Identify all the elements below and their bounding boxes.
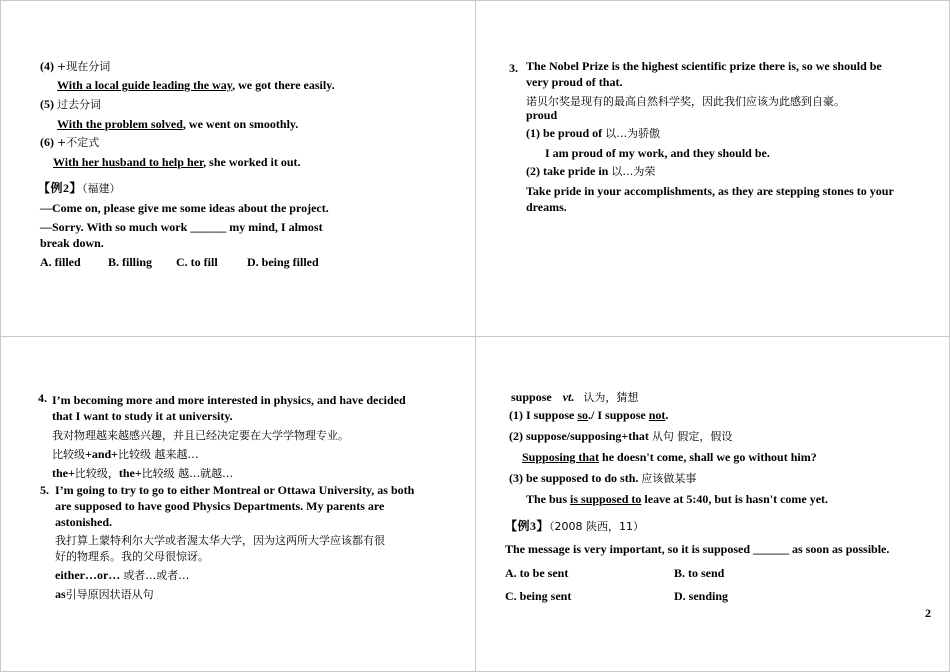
sentence-rest: leave at 5:40, but is hasn't come yet. bbox=[641, 492, 829, 506]
vocabulary-heading bbox=[511, 390, 638, 405]
underlined-phrase: With the problem solved bbox=[57, 117, 183, 131]
usage-phrase: (2) take pride in bbox=[526, 164, 612, 178]
example-source: （2008 陕西，11） bbox=[549, 520, 645, 533]
answer-options-row-2 bbox=[505, 589, 925, 604]
note-en: +and+ bbox=[85, 447, 119, 461]
option-c: C. being sent bbox=[505, 589, 572, 603]
option-c: C. to fill bbox=[176, 255, 218, 269]
sentence-line-2: very proud of that. bbox=[526, 75, 623, 89]
usage-text: ./ I suppose bbox=[588, 408, 649, 422]
item-number: (4) bbox=[40, 59, 54, 73]
item-number-4: 4. bbox=[38, 391, 47, 405]
word-meaning: 认为，猜想 bbox=[583, 391, 639, 404]
usage-1 bbox=[526, 126, 660, 141]
part-of-speech: vt. bbox=[562, 390, 575, 404]
usage-meaning: 应该做某事 bbox=[641, 472, 697, 485]
usage-1 bbox=[509, 408, 668, 423]
note-cn: 比较级， bbox=[74, 467, 119, 480]
sentence-5-translation-line-2: 好的物理系。我的父母很惊讶。 bbox=[55, 550, 209, 563]
underlined-phrase: With her husband to help her bbox=[53, 155, 204, 169]
sentence-5-translation-line-1: 我打算上蒙特利尔大学或者渥太华大学，因为这两所大学应该都有很 bbox=[55, 534, 385, 547]
underlined-phrase: With a local guide leading the way bbox=[57, 78, 233, 92]
note-either-or bbox=[55, 568, 189, 583]
usage-2-example-line-2: dreams. bbox=[526, 200, 567, 214]
option-a: A. to be sent bbox=[505, 566, 569, 580]
slide-panel-sentences-4-5 bbox=[0, 336, 476, 672]
sentence-rest: , we got there easily. bbox=[232, 78, 335, 92]
sentence-4-translation: 我对物理越来越感兴趣，并且已经决定要在大学学物理专业。 bbox=[52, 429, 349, 442]
sentence-5-line-3: astonished. bbox=[55, 515, 113, 529]
underlined-word: not bbox=[648, 408, 666, 422]
item-6-example bbox=[53, 155, 301, 170]
note-cn: 比较级 越…就越… bbox=[141, 467, 234, 480]
sentence-5-line-1: I’m going to try to go to either Montreal or Ottawa University, as both bbox=[55, 483, 415, 497]
question-line: The message is very important, so it is supposed ______ as soon as possible. bbox=[505, 542, 890, 556]
item-4-heading bbox=[40, 59, 110, 74]
page-number: 2 bbox=[925, 606, 931, 620]
answer-options-row-1 bbox=[505, 566, 925, 581]
question-line-2: —Sorry. With so much work ______ my mind, I almost bbox=[40, 220, 323, 234]
note-as-clause bbox=[55, 587, 154, 602]
usage-2 bbox=[509, 429, 732, 444]
item-6-heading bbox=[40, 135, 99, 150]
usage-phrase: (2) suppose/supposing+that bbox=[509, 429, 652, 443]
sentence-rest: , she worked it out. bbox=[203, 155, 301, 169]
example-tag: 【例2】 bbox=[38, 181, 83, 195]
question-line-1: —Come on, please give me some ideas about the project. bbox=[40, 201, 329, 215]
item-5-example bbox=[57, 117, 298, 132]
example-3-heading bbox=[505, 519, 644, 534]
sentence-4-line-2: that I want to study it at university. bbox=[52, 409, 233, 423]
usage-2-example-line-1: Take pride in your accomplishments, as they are stepping stones to your bbox=[526, 184, 894, 198]
item-4-example bbox=[57, 78, 335, 93]
item-label: +不定式 bbox=[57, 136, 100, 149]
example-tag: 【例3】 bbox=[505, 519, 550, 533]
note-cn: 比较级 bbox=[52, 448, 85, 461]
chinese-translation: 诺贝尔奖是现有的最高自然科学奖，因此我们应该为此感到自豪。 bbox=[526, 95, 845, 108]
note-en: as bbox=[55, 587, 66, 601]
slide-panel-with-structure bbox=[0, 0, 476, 337]
sentence-4-line-1: I’m becoming more and more interested in physics, and have decided bbox=[52, 393, 406, 407]
option-b: B. to send bbox=[674, 566, 725, 580]
note-cn: 比较级 越来越… bbox=[118, 448, 199, 461]
underlined-phrase: Supposing that bbox=[522, 450, 600, 464]
underlined-word: so bbox=[577, 408, 589, 422]
item-number: 3. bbox=[509, 61, 518, 75]
usage-1-example: I am proud of my work, and they should be. bbox=[545, 146, 770, 160]
usage-2 bbox=[526, 164, 655, 179]
underlined-phrase: is supposed to bbox=[570, 492, 642, 506]
item-5-heading bbox=[40, 97, 101, 112]
note-the-comparative bbox=[52, 466, 233, 481]
usage-text: (1) I suppose bbox=[509, 408, 578, 422]
usage-meaning: 以…为荣 bbox=[611, 165, 656, 178]
sentence-5-line-2: are supposed to have good Physics Departments. My parents are bbox=[55, 499, 385, 513]
question-line-3: break down. bbox=[40, 236, 104, 250]
usage-3 bbox=[509, 471, 696, 486]
note-en: either…or… bbox=[55, 568, 124, 582]
usage-meaning: 从句 假定，假设 bbox=[651, 430, 733, 443]
note-cn: 引导原因状语从句 bbox=[65, 588, 154, 601]
item-label: 过去分词 bbox=[57, 98, 101, 111]
option-b: B. filling bbox=[108, 255, 153, 269]
usage-phrase: (3) be supposed to do sth. bbox=[509, 471, 642, 485]
note-en: the+ bbox=[52, 466, 75, 480]
example-2-heading bbox=[38, 181, 121, 196]
sentence-start: The bus bbox=[526, 492, 571, 506]
slide-panel-suppose bbox=[475, 336, 950, 672]
option-a: A. filled bbox=[40, 255, 81, 269]
item-number-5: 5. bbox=[40, 483, 49, 497]
usage-2-example bbox=[522, 450, 817, 465]
sentence-line-1: The Nobel Prize is the highest scientific prize there is, so we should be bbox=[526, 59, 882, 73]
note-cn: 或者…或者… bbox=[123, 569, 190, 582]
usage-phrase: (1) be proud of bbox=[526, 126, 606, 140]
item-number: (6) bbox=[40, 135, 54, 149]
note-comparative-and bbox=[52, 447, 199, 462]
sentence-rest: he doesn't come, shall we go without him? bbox=[599, 450, 817, 464]
item-label: +现在分词 bbox=[57, 60, 111, 73]
sentence-rest: , we went on smoothly. bbox=[182, 117, 299, 131]
option-d: D. sending bbox=[674, 589, 729, 603]
vocabulary-word: proud bbox=[526, 108, 558, 122]
note-en: the+ bbox=[118, 466, 142, 480]
usage-meaning: 以…为骄傲 bbox=[605, 127, 661, 140]
usage-text: . bbox=[665, 408, 669, 422]
option-d: D. being filled bbox=[247, 255, 319, 269]
vocabulary-word: suppose bbox=[511, 390, 552, 404]
item-number: (5) bbox=[40, 97, 54, 111]
usage-3-example bbox=[526, 492, 828, 507]
example-source: （福建） bbox=[82, 182, 121, 195]
slide-panel-proud bbox=[475, 0, 950, 337]
